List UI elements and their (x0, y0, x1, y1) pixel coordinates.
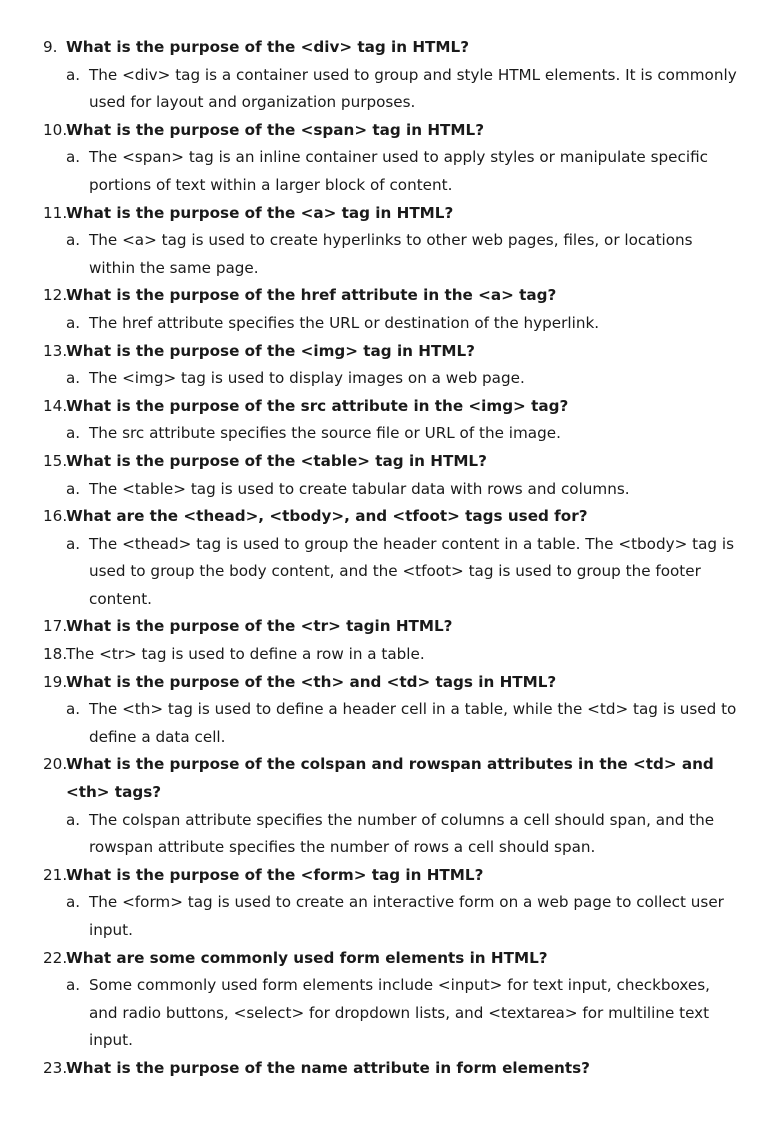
answer-text: The colspan attribute specifies the number of columns a cell should span, and the rowspan attribute specifies the number of rows a cell should span. (89, 810, 715, 857)
question-number: 15. (43, 451, 68, 470)
question-18 (0, 641, 768, 669)
answer-text: The <a> tag is used to create hyperlinks to other web pages, files, or locations within the same page. (89, 231, 693, 277)
question-text: What is the purpose of the <table> tag in HTML? (66, 451, 487, 470)
question-number: 13. (43, 341, 68, 360)
question-text: What is the purpose of the <a> tag in HTML? (66, 203, 454, 222)
answer-text: The src attribute specifies the source file or URL of the image. (89, 424, 561, 443)
answer-11 (0, 227, 768, 282)
question-9 (0, 34, 768, 62)
question-text: What is the purpose of the <tr> tagin HTML? (66, 617, 453, 636)
answer-letter: a. (66, 148, 81, 167)
answer-13 (0, 365, 768, 393)
answer-16 (0, 531, 768, 614)
question-number: 20. (43, 755, 68, 774)
question-text: What is the purpose of the colspan and rowspan attributes in the <td> and <th> tags? (66, 755, 714, 802)
question-14 (0, 393, 768, 421)
answer-letter: a. (66, 893, 81, 912)
answer-letter: a. (66, 700, 81, 719)
answer-letter: a. (66, 976, 81, 995)
answer-text: The <table> tag is used to create tabular data with rows and columns. (89, 479, 630, 498)
question-15 (0, 448, 768, 476)
answer-text: The <span> tag is an inline container used to apply styles or manipulate specific portions of text within a larger block of content. (89, 148, 708, 194)
question-text: What is the purpose of the name attribute in form elements? (66, 1058, 590, 1077)
answer-text: The <th> tag is used to define a header cell in a table, while the <td> tag is used to define a data cell. (89, 700, 737, 746)
qa-list (0, 34, 768, 1083)
question-number: 14. (43, 396, 68, 415)
answer-text: The <thead> tag is used to group the header content in a table. The <tbody> tag is used to group the body content, and the <tfoot> tag is used to group the footer content. (89, 534, 734, 608)
question-number: 12. (43, 286, 68, 305)
question-number: 11. (43, 203, 68, 222)
question-text: What is the purpose of the <form> tag in HTML? (66, 865, 484, 884)
answer-letter: a. (66, 369, 81, 388)
answer-letter: a. (66, 479, 81, 498)
question-12 (0, 282, 768, 310)
answer-22 (0, 972, 768, 1055)
question-number: 18. (43, 645, 68, 664)
question-16 (0, 503, 768, 531)
question-text: What is the purpose of the src attribute in the <img> tag? (66, 396, 569, 415)
question-text: What is the purpose of the <img> tag in HTML? (66, 341, 475, 360)
question-22 (0, 945, 768, 973)
answer-letter: a. (66, 65, 81, 84)
question-text: What is the purpose of the <div> tag in HTML? (66, 38, 470, 56)
question-20 (0, 751, 768, 806)
question-23 (0, 1055, 768, 1083)
question-number: 10. (43, 120, 68, 139)
answer-9 (0, 62, 768, 117)
question-text: What is the purpose of the <th> and <td> tags in HTML? (66, 672, 557, 691)
answer-15 (0, 476, 768, 504)
question-19 (0, 669, 768, 697)
question-number: 22. (43, 948, 68, 967)
answer-letter: a. (66, 231, 81, 250)
question-text: What is the purpose of the href attribute in the <a> tag? (66, 286, 557, 305)
question-number: 19. (43, 672, 68, 691)
question-text: What are some commonly used form elements in HTML? (66, 948, 548, 967)
question-13 (0, 338, 768, 366)
question-number: 9. (43, 38, 58, 56)
question-number: 16. (43, 507, 68, 526)
answer-19 (0, 696, 768, 751)
answer-text: Some commonly used form elements include <input> for text input, checkboxes, and radio buttons, <select> for dropdown lists, and <textarea> for multiline text input. (89, 976, 711, 1050)
answer-letter: a. (66, 810, 81, 829)
question-text: What are the <thead>, <tbody>, and <tfoot> tags used for? (66, 507, 588, 526)
answer-letter: a. (66, 534, 81, 553)
answer-10 (0, 144, 768, 199)
question-text: What is the purpose of the <span> tag in HTML? (66, 120, 485, 139)
question-11 (0, 200, 768, 228)
answer-letter: a. (66, 313, 81, 332)
question-21 (0, 862, 768, 890)
answer-text: The <img> tag is used to display images on a web page. (89, 369, 525, 388)
answer-21 (0, 889, 768, 944)
question-number: 17. (43, 617, 68, 636)
question-17 (0, 613, 768, 641)
answer-12 (0, 310, 768, 338)
answer-14 (0, 420, 768, 448)
answer-text: The href attribute specifies the URL or destination of the hyperlink. (89, 313, 600, 332)
question-10 (0, 117, 768, 145)
answer-text: The <div> tag is a container used to group and style HTML elements. It is commonly used for layout and organization purposes. (89, 65, 737, 112)
question-text: The <tr> tag is used to define a row in a table. (66, 645, 425, 664)
question-number: 21. (43, 865, 68, 884)
answer-letter: a. (66, 424, 81, 443)
answer-text: The <form> tag is used to create an interactive form on a web page to collect user input. (89, 893, 724, 939)
question-number: 23. (43, 1058, 68, 1077)
answer-20 (0, 807, 768, 862)
